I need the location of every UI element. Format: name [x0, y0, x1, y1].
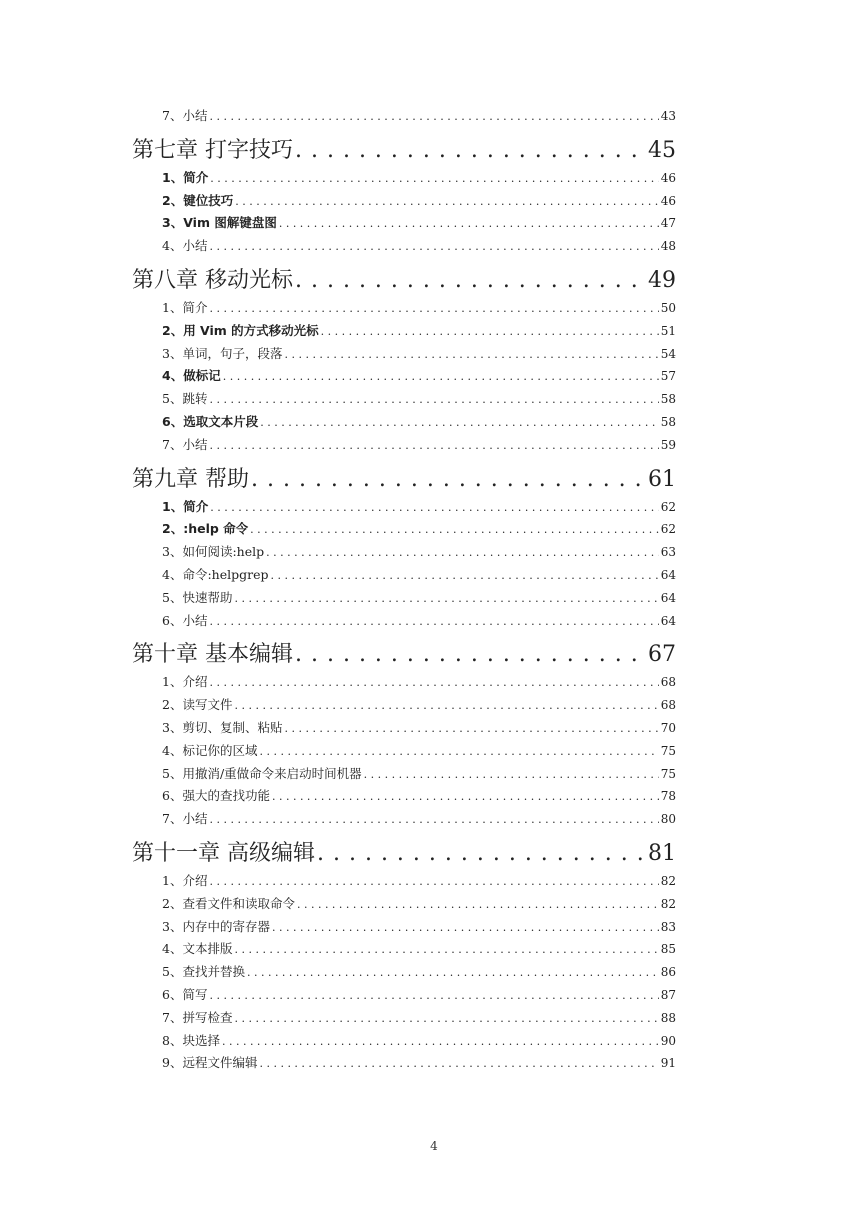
page-ref: 91: [660, 1056, 676, 1071]
dot-leader: [259, 1057, 658, 1070]
section-number: 7、: [162, 811, 183, 827]
toc-section-entry[interactable]: [132, 695, 676, 718]
section-title: 远程文件编辑: [182, 1055, 258, 1071]
page-ref: 59: [660, 437, 676, 452]
page-ref: 90: [660, 1033, 676, 1048]
page-ref: 45: [648, 137, 676, 163]
section-title: 小结: [182, 612, 208, 628]
dot-leader: [251, 467, 646, 492]
dot-leader: [210, 501, 659, 514]
page-ref: 50: [660, 300, 676, 315]
section-number: 9、: [162, 1055, 183, 1071]
dot-leader: [223, 370, 659, 383]
page-ref: 47: [660, 216, 676, 231]
dot-leader: [247, 966, 659, 979]
section-title: 介绍: [182, 872, 208, 888]
section-number: 3、: [162, 345, 183, 361]
dot-leader: [209, 110, 658, 123]
section-number: 7、: [162, 1009, 183, 1025]
section-number: 1、: [162, 498, 184, 514]
section-title: 跳转: [182, 391, 208, 407]
section-number: 6、: [162, 986, 183, 1002]
toc-section-entry[interactable]: [132, 321, 676, 344]
section-number: 5、: [162, 391, 183, 407]
dot-leader: [234, 943, 658, 956]
page-ref: 86: [660, 965, 676, 980]
dot-leader: [321, 325, 659, 338]
page-ref: 58: [660, 414, 676, 429]
section-number: 3、: [162, 719, 183, 735]
section-title: 小结: [182, 108, 208, 123]
section-number: 3、: [162, 215, 184, 231]
dot-leader: [209, 439, 658, 452]
page-ref: 46: [660, 170, 676, 185]
page-ref: 83: [660, 919, 676, 934]
dot-leader: [260, 416, 659, 429]
section-title: 拼写检查: [182, 1009, 233, 1025]
page-ref: 46: [660, 193, 676, 208]
section-number: 6、: [162, 413, 184, 429]
section-number: 6、: [162, 788, 183, 804]
dot-leader: [209, 676, 658, 689]
section-number: 2、: [162, 192, 184, 208]
section-title: 查看文件和读取命令: [182, 895, 295, 911]
page-ref: 64: [660, 567, 676, 582]
section-title: Vim 图解键盘图: [183, 215, 277, 231]
section-title: 介绍: [182, 674, 208, 690]
section-title: 读写文件: [182, 697, 233, 713]
chapter-title: 第八章 移动光标: [132, 267, 293, 293]
toc-section-entry[interactable]: [132, 344, 676, 367]
dot-leader: [279, 217, 659, 230]
page-ref: 61: [648, 466, 676, 492]
toc-section-entry[interactable]: [132, 962, 676, 985]
chapter-title: 第七章 打字技巧: [132, 137, 293, 163]
section-number: 7、: [162, 108, 183, 123]
page-ref: 67: [648, 642, 676, 668]
toc-chapter-entry[interactable]: [132, 836, 676, 867]
section-number: 5、: [162, 765, 183, 781]
dot-leader: [272, 921, 659, 934]
dot-leader: [259, 745, 658, 758]
toc-section-entry[interactable]: [132, 588, 676, 611]
dot-leader: [295, 138, 646, 163]
dot-leader: [317, 841, 646, 866]
toc-section-entry[interactable]: [132, 497, 676, 520]
page-ref: 85: [660, 942, 676, 957]
section-title: 小结: [182, 436, 208, 452]
toc-section-entry[interactable]: [132, 435, 676, 458]
section-title: 用撤消/重做命令来启动时间机器: [182, 765, 362, 781]
page-ref: 51: [660, 323, 676, 338]
page-ref: 43: [660, 109, 676, 123]
page-ref: 70: [660, 720, 676, 735]
toc-section-entry[interactable]: [132, 412, 676, 435]
page-ref: 75: [660, 743, 676, 758]
toc-section-entry[interactable]: [132, 106, 676, 129]
page-ref: 64: [660, 613, 676, 628]
dot-leader: [297, 898, 659, 911]
section-title: 简写: [182, 986, 208, 1002]
section-number: 2、: [162, 521, 184, 537]
section-title: 用 Vim 的方式移动光标: [183, 322, 319, 338]
toc-section-entry[interactable]: [132, 985, 676, 1008]
page-ref: 80: [660, 812, 676, 827]
page-ref: 82: [660, 873, 676, 888]
toc-section-entry[interactable]: [132, 871, 676, 894]
section-title: 简介: [183, 498, 209, 514]
page-ref: 68: [660, 698, 676, 713]
toc-section-entry[interactable]: [132, 168, 676, 191]
toc-section-entry[interactable]: [132, 565, 676, 588]
dot-leader: [234, 592, 658, 605]
dot-leader: [295, 268, 646, 293]
toc-chapter-entry[interactable]: [132, 462, 676, 493]
page-ref: 54: [660, 346, 676, 361]
toc-section-entry[interactable]: [132, 366, 676, 389]
toc-section-entry[interactable]: [132, 672, 676, 695]
section-title: 选取文本片段: [183, 413, 259, 429]
page-ref: 82: [660, 896, 676, 911]
section-title: 文本排版: [182, 941, 233, 957]
section-number: 1、: [162, 674, 183, 690]
dot-leader: [209, 615, 658, 628]
dot-leader: [250, 523, 659, 536]
section-title: 快速帮助: [182, 589, 233, 605]
toc-section-entry[interactable]: [132, 809, 676, 832]
page-ref: 78: [660, 789, 676, 804]
section-number: 4、: [162, 238, 183, 254]
section-title: 块选择: [182, 1032, 220, 1048]
page-number: 4: [430, 1139, 438, 1153]
dot-leader: [284, 348, 658, 361]
dot-leader: [209, 240, 658, 253]
dot-leader: [209, 302, 658, 315]
dot-leader: [235, 195, 659, 208]
toc-section-entry[interactable]: [132, 1031, 676, 1054]
section-number: 3、: [162, 918, 183, 934]
section-title: 小结: [182, 811, 208, 827]
page-ref: 63: [660, 545, 676, 560]
dot-leader: [209, 989, 658, 1002]
toc-section-entry[interactable]: [132, 298, 676, 321]
dot-leader: [234, 1012, 658, 1025]
chapter-title: 第九章 帮助: [132, 466, 249, 492]
section-number: 2、: [162, 697, 183, 713]
dot-leader: [295, 642, 646, 667]
toc-section-entry[interactable]: [132, 191, 676, 214]
dot-leader: [284, 722, 658, 735]
section-title: 强大的查找功能: [182, 788, 270, 804]
section-number: 2、: [162, 322, 184, 338]
toc-section-entry[interactable]: [132, 786, 676, 809]
section-number: 2、: [162, 895, 183, 911]
section-title: 简介: [182, 299, 208, 315]
page-ref: 57: [660, 369, 676, 384]
toc-section-entry[interactable]: [132, 236, 676, 259]
dot-leader: [272, 790, 659, 803]
page-ref: 49: [648, 267, 676, 293]
page-ref: 87: [660, 987, 676, 1002]
section-number: 7、: [162, 436, 183, 452]
page-ref: 48: [660, 239, 676, 254]
table-of-contents: [132, 106, 676, 1076]
dot-leader: [364, 768, 659, 781]
dot-leader: [234, 699, 658, 712]
toc-section-entry[interactable]: [132, 894, 676, 917]
toc-section-entry[interactable]: [132, 1053, 676, 1076]
dot-leader: [209, 875, 658, 888]
dot-leader: [266, 546, 659, 559]
page-ref: 62: [660, 499, 676, 514]
section-number: 4、: [162, 566, 183, 582]
dot-leader: [210, 172, 659, 185]
toc-section-entry[interactable]: [132, 764, 676, 787]
chapter-title: 第十一章 高级编辑: [132, 840, 315, 866]
toc-section-entry[interactable]: [132, 519, 676, 542]
toc-section-entry[interactable]: [132, 741, 676, 764]
toc-chapter-entry[interactable]: [132, 637, 676, 668]
toc-chapter-entry[interactable]: [132, 133, 676, 164]
section-number: 1、: [162, 299, 183, 315]
section-title: 单词，句子，段落: [182, 345, 283, 361]
section-number: 6、: [162, 612, 183, 628]
section-number: 4、: [162, 941, 183, 957]
page-ref: 75: [660, 766, 676, 781]
page-ref: 68: [660, 675, 676, 690]
section-title: 做标记: [183, 368, 221, 384]
section-title: 简介: [183, 169, 209, 185]
toc-chapter-entry[interactable]: [132, 263, 676, 294]
toc-section-entry[interactable]: [132, 917, 676, 940]
section-title: 标记你的区域: [182, 742, 258, 758]
dot-leader: [222, 1035, 659, 1048]
section-title: 如何阅读:help: [182, 544, 265, 560]
section-number: 5、: [162, 589, 183, 605]
section-title: 键位技巧: [183, 192, 234, 208]
section-title: 查找并替换: [182, 964, 245, 980]
dot-leader: [209, 393, 658, 406]
page-ref: 64: [660, 590, 676, 605]
toc-section-entry[interactable]: [132, 1008, 676, 1031]
toc-section-entry[interactable]: [132, 542, 676, 565]
section-number: 4、: [162, 368, 184, 384]
toc-section-entry[interactable]: [132, 389, 676, 412]
page-ref: 81: [648, 840, 676, 866]
toc-section-entry[interactable]: [132, 718, 676, 741]
section-title: 内存中的寄存器: [182, 918, 270, 934]
section-number: 8、: [162, 1032, 183, 1048]
section-number: 4、: [162, 742, 183, 758]
page-ref: 88: [660, 1010, 676, 1025]
section-number: 3、: [162, 544, 183, 560]
section-title: 命令:helpgrep: [182, 566, 269, 582]
toc-section-entry[interactable]: [132, 939, 676, 962]
section-number: 5、: [162, 964, 183, 980]
section-title: 小结: [182, 238, 208, 254]
page-ref: 58: [660, 392, 676, 407]
dot-leader: [209, 813, 658, 826]
dot-leader: [271, 569, 659, 582]
section-number: 1、: [162, 872, 183, 888]
section-title: 剪切、复制、粘贴: [182, 719, 283, 735]
toc-section-entry[interactable]: [132, 213, 676, 236]
chapter-title: 第十章 基本编辑: [132, 642, 293, 668]
toc-section-entry[interactable]: [132, 611, 676, 634]
page-ref: 62: [660, 522, 676, 537]
section-title: :help 命令: [183, 521, 249, 537]
section-number: 1、: [162, 169, 184, 185]
